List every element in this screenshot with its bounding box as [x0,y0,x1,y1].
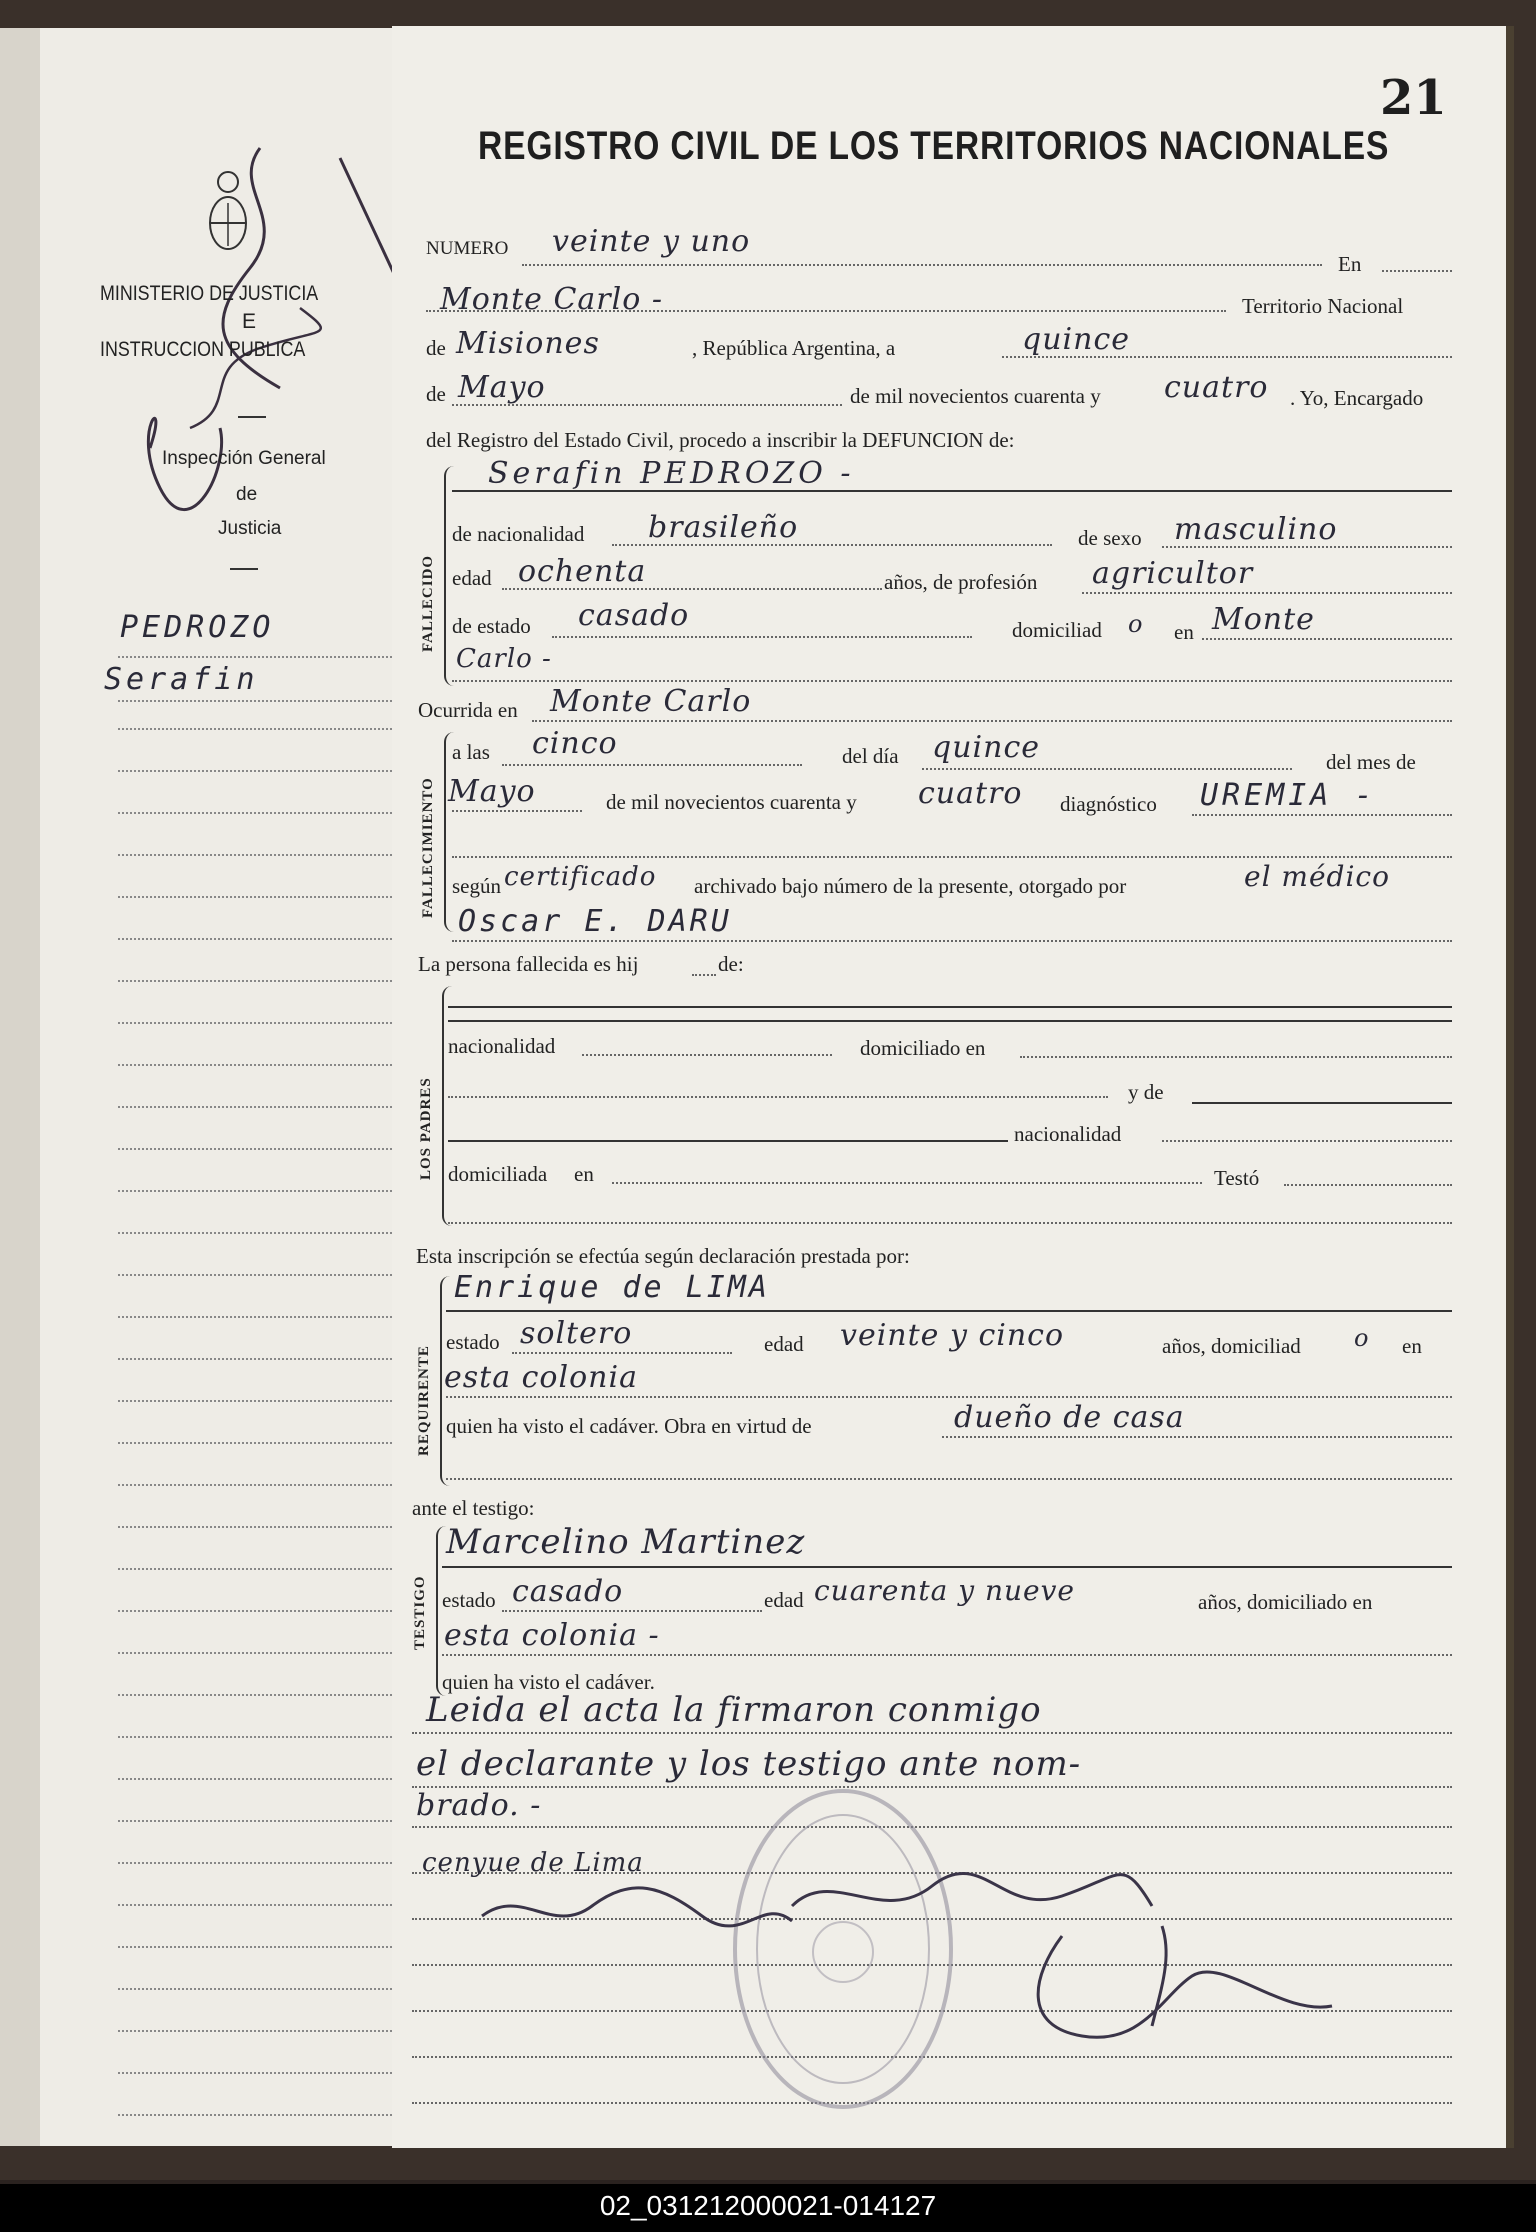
fill-line [452,680,1452,682]
value-anio: cuatro [1164,370,1269,405]
margin-ruled-line [118,1274,408,1276]
margin-ruled-line [118,980,408,982]
fill-line [502,764,802,766]
margin-ruled-line [118,1862,408,1864]
margin-ruled-line [118,1652,408,1654]
margin-ruled-line [118,1400,408,1402]
label-de-mes: de [426,382,446,406]
note-line2: el declarante y los testigo ante nom- [416,1744,1082,1784]
margin-ruled-line [118,2030,408,2032]
fill-line [442,1654,1452,1656]
label-requirente-en: en [1402,1334,1422,1358]
fill-line [1192,814,1452,816]
value-profesion: agricultor [1092,556,1254,591]
label-madre-nacionalidad: nacionalidad [1014,1122,1122,1146]
fill-line [942,1436,1452,1438]
inspection-line3: Justicia [218,518,282,539]
margin-ruled-line [118,1148,408,1150]
label-en: En [1338,252,1362,276]
value-domicilio-cont: Carlo - [456,644,552,674]
fill-line [1284,1184,1452,1186]
record-page [392,26,1514,2148]
value-mes-fallecimiento: Mayo [448,774,536,809]
label-del-mes: del mes de [1326,750,1416,774]
fill-line [512,1352,732,1354]
value-nombre-fallecido: Serafin PEDROZO - [488,456,855,491]
previous-page-edge [0,28,42,2146]
margin-ruled-line [118,1316,408,1318]
label-de-padres: de: [718,952,744,976]
label-diagnostico: diagnóstico [1060,792,1157,816]
label-del-dia: del día [842,744,899,768]
margin-ruled-line [118,1064,408,1066]
scan-footer [0,2184,1536,2232]
side-label-fallecimiento: FALLECIMIENTO [420,777,436,918]
label-testigo-edad: edad [764,1588,804,1612]
ministry-line1: MINISTERIO DE JUSTICIA [100,282,319,305]
margin-ruled-line [118,700,408,702]
section-brace [442,986,452,1226]
fill-line [1020,1056,1452,1058]
margin-ruled-line [118,1442,408,1444]
fill-line [1382,270,1452,272]
label-testo: Testó [1214,1166,1260,1190]
fill-line [448,1222,1452,1224]
value-ocurrida: Monte Carlo [550,684,752,719]
value-requirente-estado: soltero [520,1316,633,1351]
margin-given-name: Serafin [104,662,259,697]
signature-note: cenyue de Lima [422,1848,644,1878]
inspection-divider [230,568,258,570]
signatures [462,1826,1362,2086]
fill-line [1162,546,1452,548]
value-nacionalidad: brasileño [648,510,799,545]
fill-line [502,1610,762,1612]
fill-line [446,1310,1452,1312]
form-header: REGISTRO CIVIL DE LOS TERRITORIOS NACIONALES [478,124,1390,168]
label-requirente-estado: estado [446,1330,500,1354]
fill-line [446,1396,1452,1398]
fill-line [1002,356,1452,358]
label-requirente-edad: edad [764,1332,804,1356]
value-testigo: Marcelino Martinez [446,1522,806,1562]
label-numero: NUMERO [426,238,509,259]
value-requirente-domicilio: esta colonia [444,1360,638,1395]
fill-line [448,1006,1452,1008]
margin-ruled-line [118,854,408,856]
margin-ruled-line [118,656,408,658]
value-numero: veinte y uno [552,224,751,259]
label-archivado: archivado bajo número de la presente, otorgado por [694,874,1127,898]
value-estado: casado [578,598,690,633]
margin-ruled-line [118,1904,408,1906]
fill-line [412,1732,1452,1734]
value-anio-fallecimiento: cuatro [918,776,1023,811]
margin-ruled-line [118,812,408,814]
value-requirente-edad: veinte y cinco [840,1318,1065,1353]
value-territorio: Misiones [456,326,600,361]
fill-line [1082,592,1452,594]
value-testigo-domicilio: esta colonia - [444,1618,660,1653]
margin-ruled-line [118,1778,408,1780]
margin-ruled-line [118,1946,408,1948]
value-dia: quince [1022,322,1130,357]
value-hora: cinco [532,726,618,761]
margin-ruled-line [118,1736,408,1738]
fill-line [452,810,582,812]
margin-ruled-line [118,1988,408,1990]
value-requirente-obra: dueño de casa [954,1400,1185,1435]
label-esta-inscripcion: Esta inscripción se efectúa según declaración prestada por: [416,1244,910,1268]
scan-id: 02_031212000021-014127 [599,2190,937,2221]
note-line1: Leida el acta la firmaron conmigo [426,1690,1042,1730]
fill-line [612,1182,1202,1184]
label-a-las: a las [452,740,490,764]
label-mil-novecientos: de mil novecientos cuarenta y [850,384,1101,408]
value-edad: ochenta [518,554,647,589]
label-edad: edad [452,566,492,590]
label-republica: , República Argentina, a [692,336,896,360]
margin-ruled-line [118,1106,408,1108]
label-madre-domiciliada: domiciliada [448,1162,548,1186]
value-requirente: Enrique de LIMA [454,1270,770,1305]
label-ante-testigo: ante el testigo: [412,1496,535,1520]
label-y-de: y de [1128,1080,1164,1104]
value-domiciliado-suffix: o [1128,610,1144,638]
fill-line [532,720,1452,722]
margin-ruled-line [118,1820,408,1822]
fill-line [426,310,1226,312]
side-label-fallecido: FALLECIDO [420,554,436,652]
label-nacionalidad: de nacionalidad [452,522,585,546]
value-medico-nombre: Oscar E. DARU [458,904,732,939]
value-requirente-domiciliado-suffix: o [1354,1324,1370,1352]
value-localidad: Monte Carlo - [440,282,663,317]
margin-surname: PEDROZO [120,610,275,645]
left-margin-page [40,28,395,2146]
fill-line [448,1096,1108,1098]
margin-ruled-line [118,1526,408,1528]
margin-ruled-line [118,2072,408,2074]
fill-line [442,1566,1452,1568]
value-testigo-edad: cuarenta y nueve [814,1574,1075,1607]
label-sexo: de sexo [1078,526,1142,550]
side-label-requirente: REQUIRENTE [416,1345,432,1456]
label-de: de [426,336,446,360]
note-line3: brado. - [416,1788,542,1823]
value-domicilio: Monte [1212,602,1315,637]
value-certificado: certificado [504,862,657,892]
label-territorio: Territorio Nacional [1242,294,1404,318]
label-testigo-quien: quien ha visto el cadáver. [442,1670,655,1694]
label-quien-visto: quien ha visto el cadáver. Obra en virtud de [446,1414,812,1438]
inspection-line2: de [236,484,258,505]
fill-line [452,490,1452,492]
ministry-line3: INSTRUCCION PUBLICA [100,338,306,361]
margin-ruled-line [118,1484,408,1486]
fill-line [448,1020,1452,1022]
margin-ruled-line [118,770,408,772]
margin-ruled-line [118,938,408,940]
fill-line [1162,1140,1452,1142]
fill-line [448,1140,1008,1142]
fill-line [1202,638,1452,640]
margin-ruled-line [118,1610,408,1612]
fill-line [1192,1102,1452,1104]
margin-ruled-line [118,1694,408,1696]
fill-line [452,940,1452,942]
fill-line [552,636,972,638]
margin-ruled-line [118,2114,408,2116]
inspection-line1: Inspección General [162,448,326,469]
fill-line [922,768,1292,770]
margin-ruled-line [118,896,408,898]
margin-ruled-line [118,1022,408,1024]
label-estado: de estado [452,614,531,638]
page-number: 21 [1380,70,1447,126]
margin-ruled-line [118,1358,408,1360]
label-testigo-estado: estado [442,1588,496,1612]
label-mil-novecientos-2: de mil novecientos cuarenta y [606,790,857,814]
value-diagnostico: UREMIA - [1200,778,1377,813]
value-testigo-estado: casado [512,1574,624,1609]
fill-line [522,264,1322,266]
label-madre-en: en [574,1162,594,1186]
side-label-los-padres: LOS PADRES [418,1077,434,1180]
fill-line [446,1478,1452,1480]
value-mes: Mayo [458,370,546,405]
margin-ruled-line [118,1190,408,1192]
label-padre-nacionalidad: nacionalidad [448,1034,556,1058]
label-persona-fallecida: La persona fallecida es hij [418,952,639,976]
fill-line [582,1054,832,1056]
value-sexo: masculino [1174,512,1338,547]
fill-line [692,974,716,976]
fill-line [452,856,1452,858]
label-del-registro: del Registro del Estado Civil, procedo a inscribir la DEFUNCION de: [426,428,1015,452]
value-medico: el médico [1244,860,1390,893]
label-requirente-anos: años, domiciliad [1162,1334,1301,1358]
ministry-line2: E [242,310,257,333]
side-label-testigo: TESTIGO [412,1575,428,1650]
fill-line [502,588,882,590]
value-dia-fallecimiento: quince [932,730,1040,765]
ministry-divider [238,416,266,418]
margin-ruled-line [118,1232,408,1234]
label-testigo-anos: años, domiciliado en [1198,1590,1373,1614]
label-domiciliado: domiciliad [1012,618,1102,642]
label-en-domicilio: en [1174,620,1194,644]
margin-ruled-line [118,728,408,730]
label-ocurrida: Ocurrida en [418,698,518,722]
fill-line [612,544,1052,546]
fill-line [452,404,842,406]
label-segun: según [452,874,501,898]
label-yo-encargado: . Yo, Encargado [1290,386,1424,410]
label-padre-domiciliado: domiciliado en [860,1036,986,1060]
margin-ruled-line [118,1568,408,1570]
label-profesion: años, de profesión [884,570,1038,594]
